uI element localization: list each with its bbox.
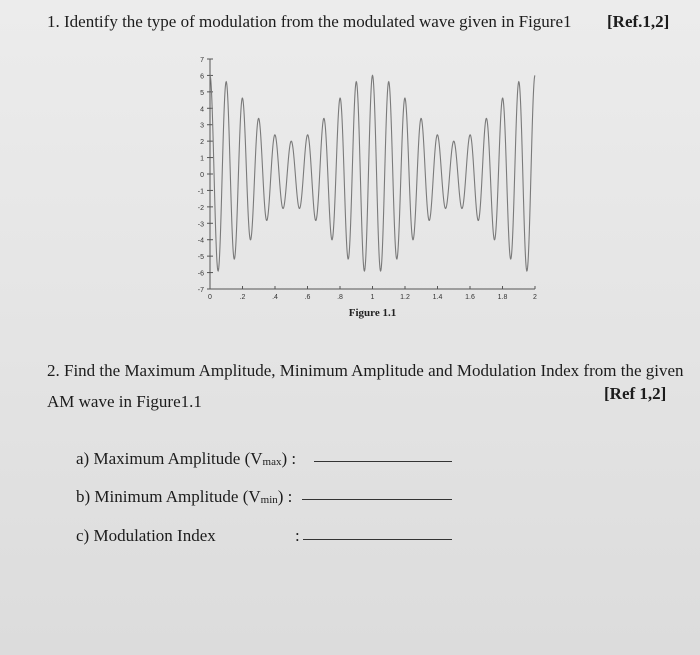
item-max-amplitude-suffix: ) :	[281, 449, 297, 468]
x-tick-label: .8	[337, 294, 343, 301]
x-tick-label: 1.8	[497, 294, 508, 301]
item-modulation-index-label: c) Modulation Index	[76, 526, 216, 545]
x-tick-label: .2	[239, 294, 246, 301]
item-min-amplitude	[76, 487, 292, 507]
item-min-amplitude-suffix: ) :	[277, 487, 293, 506]
y-tick-label: -2	[197, 204, 204, 212]
y-tick-label: 2	[200, 139, 204, 147]
x-tick-label: 1.2	[400, 294, 410, 301]
y-tick-label: -3	[197, 221, 204, 229]
y-tick-label: -1	[197, 188, 204, 196]
answer-line-min-amplitude[interactable]	[302, 499, 452, 500]
question-2-text-line2: AM wave in Figure1.1	[47, 392, 202, 411]
x-tick-label: .4	[272, 294, 278, 301]
y-tick-label: -6	[197, 270, 204, 278]
item-min-amplitude-subscript: min	[260, 494, 278, 506]
item-modulation-index	[76, 526, 216, 546]
y-tick-label: -4	[197, 237, 204, 245]
y-tick-label: 0	[200, 172, 204, 179]
y-tick-label: 1	[200, 155, 204, 163]
question-1-text: 1. Identify the type of modulation from the modulated wave given in Figure1	[47, 12, 572, 31]
question-1-reference: [Ref.1,2]	[607, 12, 670, 31]
y-tick-label: 6	[200, 73, 204, 81]
x-tick-label: 1.4	[432, 294, 443, 301]
item-max-amplitude	[76, 449, 296, 469]
x-tick-label: 1.6	[465, 294, 475, 301]
am-wave-series-line	[210, 75, 535, 271]
answer-line-max-amplitude[interactable]	[314, 461, 452, 462]
y-tick-label: -5	[197, 254, 204, 262]
y-tick-label: 3	[200, 122, 204, 130]
y-tick-label: 5	[200, 89, 204, 97]
item-modulation-index-colon: :	[295, 526, 300, 545]
item-max-amplitude-subscript: max	[262, 456, 282, 468]
y-tick-label: 4	[200, 106, 204, 114]
item-min-amplitude-label: b) Minimum Amplitude (V	[76, 487, 261, 506]
figure-caption: Figure 1.1	[348, 307, 397, 319]
am-wave-figure	[190, 52, 550, 332]
item-max-amplitude-label: a) Maximum Amplitude (V	[76, 449, 263, 468]
x-tick-label: 0	[208, 294, 212, 301]
answer-line-modulation-index[interactable]	[303, 539, 452, 540]
question-2-text-line1: 2. Find the Maximum Amplitude, Minimum Amplitude and Modulation Index from the given	[47, 361, 684, 380]
x-tick-label: 2	[533, 294, 537, 301]
y-tick-label: 7	[200, 57, 204, 64]
x-tick-label: 1	[370, 294, 375, 301]
y-tick-label: -7	[197, 287, 204, 294]
question-2-reference: [Ref 1,2]	[604, 384, 667, 403]
x-tick-label: .6	[304, 294, 311, 301]
